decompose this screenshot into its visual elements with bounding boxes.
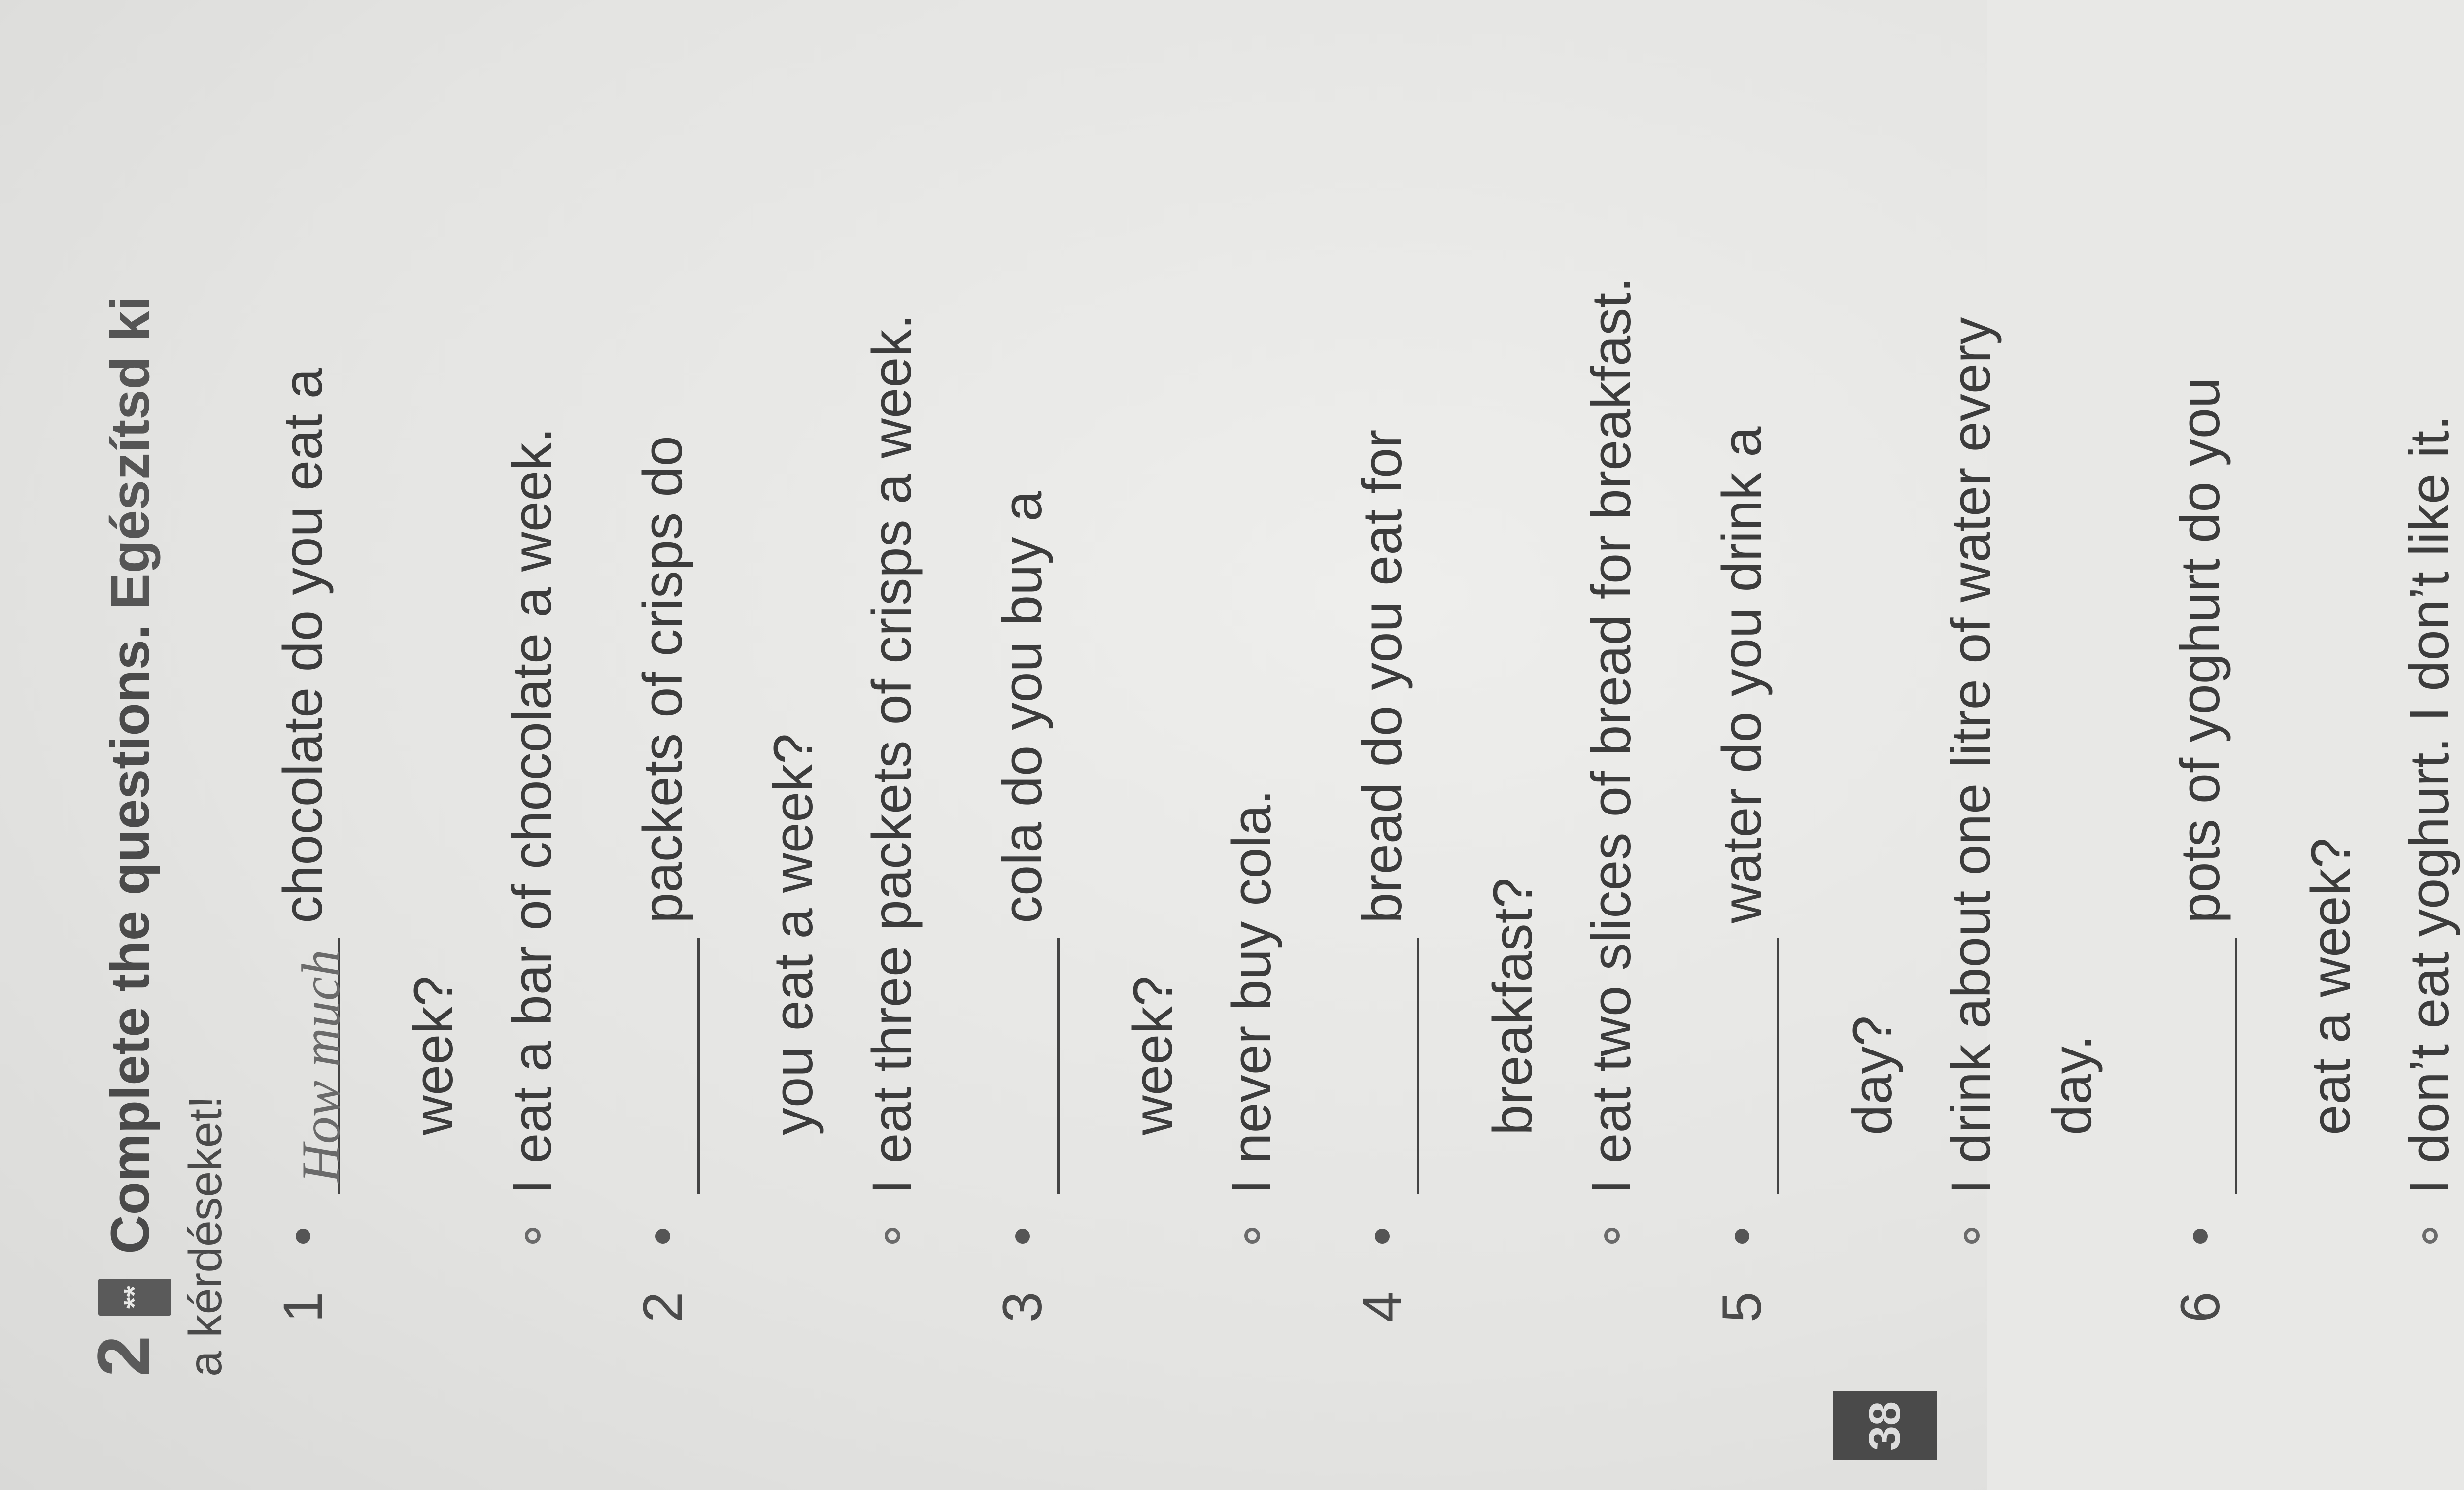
question-text-cont: eat a week? xyxy=(2300,838,2361,1135)
difficulty-stars: ** xyxy=(98,1279,171,1316)
reply-text: I don’t eat yoghurt. I don’t like it. xyxy=(2398,415,2460,1194)
answer-blank[interactable] xyxy=(2181,938,2237,1194)
reply-text: I eat two slices of bread for breakfast. xyxy=(1580,277,1642,1194)
reply-bullet-icon xyxy=(1244,1228,1260,1244)
question-text: cola do you buy a xyxy=(992,491,1053,923)
instruction-english: Complete the questions. xyxy=(100,624,161,1254)
page-number: 38 xyxy=(1833,1391,1937,1460)
exercise-heading xyxy=(82,46,240,1377)
question-text: bread do you eat for xyxy=(1351,429,1413,923)
instruction-hungarian-1: Egészítsd ki xyxy=(100,296,161,610)
question-text: packets of crisps do xyxy=(632,436,693,923)
question-bullet-icon xyxy=(1375,1229,1390,1244)
reply-bullet-icon xyxy=(2422,1228,2438,1244)
question-text: water do you drink a xyxy=(1711,426,1773,923)
question-bullet-icon xyxy=(296,1229,310,1244)
question-text-cont: week? xyxy=(403,976,464,1135)
question-text-cont: you eat a week? xyxy=(762,733,824,1135)
reply-bullet-icon xyxy=(1964,1228,1980,1244)
answer-blank[interactable] xyxy=(283,938,351,1194)
item-number: 2 xyxy=(632,1291,693,1322)
reply-text: I never buy cola. xyxy=(1221,789,1282,1194)
answer-text: How much xyxy=(291,949,351,1183)
reply-text: I eat three packets of crisps a week. xyxy=(861,314,923,1194)
question-bullet-icon xyxy=(1735,1229,1749,1244)
question-text-cont: week? xyxy=(1122,976,1184,1135)
answer-blank[interactable] xyxy=(643,938,700,1194)
question-bullet-icon xyxy=(2193,1229,2208,1244)
reply-bullet-icon xyxy=(525,1228,541,1244)
question-text: chocolate do you eat a xyxy=(272,368,334,923)
reply-text-cont: day. xyxy=(2041,1035,2103,1135)
question-bullet-icon xyxy=(655,1229,670,1244)
reply-text: I eat a bar of chocolate a week. xyxy=(501,427,563,1194)
answer-blank[interactable] xyxy=(1003,938,1060,1194)
reply-bullet-icon xyxy=(1604,1228,1620,1244)
answer-blank[interactable] xyxy=(1722,938,1779,1194)
reply-bullet-icon xyxy=(885,1228,900,1244)
answer-blank[interactable] xyxy=(1363,938,1419,1194)
question-bullet-icon xyxy=(1015,1229,1030,1244)
reply-text: I drink about one litre of water every xyxy=(1940,317,2002,1194)
instruction-hungarian-2: a kérdéseket! xyxy=(179,1095,232,1377)
question-text-cont: breakfast? xyxy=(1482,878,1543,1135)
item-number: 3 xyxy=(992,1291,1053,1322)
item-number: 4 xyxy=(1351,1291,1413,1322)
item-number: 1 xyxy=(272,1291,334,1322)
item-number: 5 xyxy=(1711,1291,1773,1322)
question-text-cont: day? xyxy=(1842,1016,1903,1135)
exercise-number: 2 xyxy=(82,1335,165,1377)
question-text: pots of yoghurt do you xyxy=(2169,377,2231,923)
item-number: 6 xyxy=(2169,1291,2231,1322)
